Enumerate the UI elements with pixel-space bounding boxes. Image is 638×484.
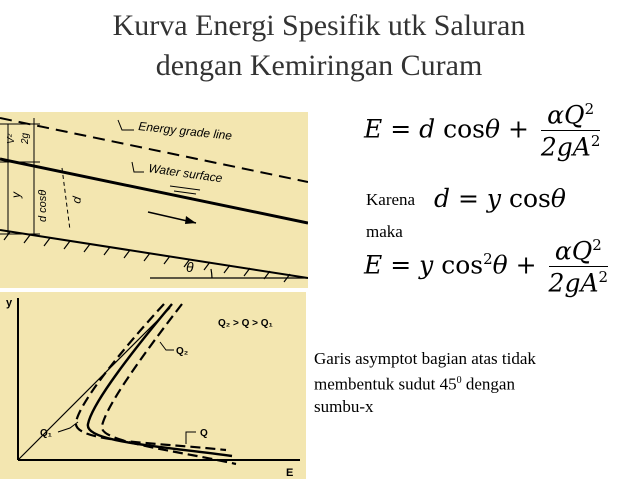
equation-specific-energy-d [364,100,600,162]
v2-label: V² [6,134,17,144]
eq3-theta: θ [492,250,508,280]
eq1-cos: cos [443,114,485,144]
channel-profile-diagram [0,112,308,288]
q1-leader [58,422,78,432]
eq3-numerator: αQ [554,236,593,266]
eq1-d: d [419,114,436,144]
slide-title [0,6,638,86]
note-line-2-pre: membentuk sudut 45 [314,374,457,394]
note-line-1: Garis asymptot bagian atas tidak [314,349,536,368]
flow-arrow-head [185,216,196,224]
eq3-cos-exp: 2 [483,250,493,268]
eq1-E: E [364,114,383,144]
channel-bed-line [0,230,308,278]
eq1-den-exp: 2 [590,132,601,151]
eq3-y: y [419,250,434,280]
curve-q2 [102,304,236,464]
asymptote-note [314,348,614,418]
theta-arc [211,269,212,278]
eq2-d: d [434,184,451,213]
equation-depth-relation [434,184,566,213]
eq3-cos: cos [441,250,484,280]
eq1-denominator: 2gA [540,132,591,162]
eq1-fraction [541,100,601,162]
dcos-label: d cosθ [37,189,49,222]
y-axis-label: y [6,297,13,309]
eq3-equals: = [390,250,412,280]
note-line-2 [314,370,614,396]
curve-q [88,304,232,456]
specific-energy-diagram [0,292,306,479]
eq2-theta: θ [550,184,566,213]
eq1-num-exp: 2 [584,100,595,118]
note-degree-sup: 0 [456,375,462,386]
flow-relation-label: Q₂ > Q > Q₁ [218,318,273,329]
equation-specific-energy-y [364,236,608,298]
eq1-numerator: αQ [547,100,585,130]
q-label: Q [200,428,208,439]
eq1-plus: + [507,114,529,144]
note-line-2-post: dengan [461,374,515,394]
eq2-cos: cos [508,184,551,213]
bed-hatching [4,232,290,282]
title-line-2: dengan Kemiringan Curam [155,49,483,82]
note-line-3: sumbu-x [314,396,374,416]
theta-label: θ [186,259,194,275]
q2-label: Q₂ [176,346,189,357]
y-dim-label: y [9,192,23,198]
q2-leader [160,342,174,350]
eq3-plus: + [515,250,537,280]
eq2-y: y [486,184,501,213]
q-leader [186,432,196,444]
karena-word: Karena [366,190,416,209]
eq1-theta: θ [484,114,501,144]
twog-label: 2g [20,132,31,144]
eq3-num-exp: 2 [592,236,602,254]
eq3-denominator: 2gA [548,268,599,298]
eq3-E: E [364,250,383,280]
d-label: d [69,195,85,205]
eq1-equals: = [390,114,412,144]
energy-grade-line-label: Energy grade line [137,119,233,143]
water-surface-label: Water surface [147,161,224,186]
specific-energy-figure [0,292,306,479]
eq3-den-exp: 2 [598,268,609,287]
eq2-equals: = [457,184,479,213]
ws-leader [132,162,144,172]
maka-word: maka [366,222,403,241]
title-line-1: Kurva Energi Spesifik utk Saluran [112,9,526,42]
q1-label: Q₁ [40,428,52,439]
egl-leader [118,120,134,130]
eq3-fraction [549,236,609,298]
x-axis-label: E [286,467,294,479]
channel-profile-figure [0,112,308,288]
